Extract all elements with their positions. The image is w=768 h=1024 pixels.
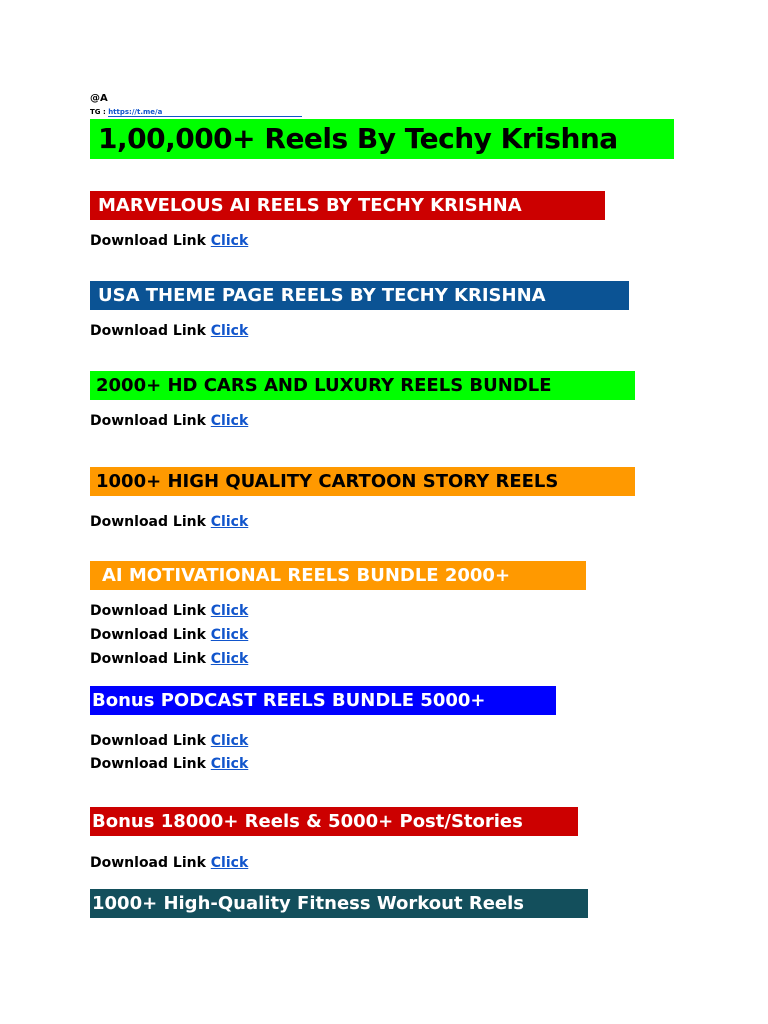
section-heading-fitness-workout: 1000+ High-Quality Fitness Workout Reels: [90, 889, 588, 918]
section-heading-cartoon-story: 1000+ HIGH QUALITY CARTOON STORY REELS: [90, 467, 635, 496]
section-heading-podcast-bonus: Bonus PODCAST REELS BUNDLE 5000+: [90, 686, 556, 715]
telegram-line: [90, 108, 302, 117]
download-label: Download Link: [90, 233, 206, 249]
download-click-link[interactable]: Click: [210, 413, 249, 429]
telegram-label: TG :: [90, 108, 109, 116]
download-click-link[interactable]: Click: [210, 627, 249, 643]
download-row: [90, 854, 248, 872]
download-label: Download Link: [90, 756, 206, 772]
download-label: Download Link: [90, 514, 206, 530]
download-row: [90, 626, 248, 644]
download-label: Download Link: [90, 627, 206, 643]
download-label: Download Link: [90, 323, 206, 339]
download-label: Download Link: [90, 855, 206, 871]
download-label: Download Link: [90, 733, 206, 749]
download-label: Download Link: [90, 603, 206, 619]
download-click-link[interactable]: Click: [210, 603, 249, 619]
download-click-link[interactable]: Click: [210, 323, 249, 339]
handle-text: @A: [90, 93, 108, 104]
section-heading-ai-motivational: AI MOTIVATIONAL REELS BUNDLE 2000+: [90, 561, 586, 590]
download-row: [90, 513, 248, 531]
telegram-link[interactable]: https://t.me/a: [108, 108, 302, 117]
download-row: [90, 322, 248, 340]
download-click-link[interactable]: Click: [210, 756, 249, 772]
page-title: 1,00,000+ Reels By Techy Krishna: [90, 119, 674, 159]
download-label: Download Link: [90, 651, 206, 667]
section-heading-bonus-reels-posts: Bonus 18000+ Reels & 5000+ Post/Stories: [90, 807, 578, 836]
download-click-link[interactable]: Click: [210, 514, 249, 530]
download-label: Download Link: [90, 413, 206, 429]
section-heading-hd-cars: 2000+ HD CARS AND LUXURY REELS BUNDLE: [90, 371, 635, 400]
download-row: [90, 602, 248, 620]
section-heading-usa-theme: USA THEME PAGE REELS BY TECHY KRISHNA: [90, 281, 629, 310]
download-row: [90, 232, 248, 250]
download-click-link[interactable]: Click: [210, 233, 249, 249]
download-click-link[interactable]: Click: [210, 733, 249, 749]
download-row: [90, 412, 248, 430]
download-click-link[interactable]: Click: [210, 651, 249, 667]
section-heading-marvelous-ai: MARVELOUS AI REELS BY TECHY KRISHNA: [90, 191, 605, 220]
download-row: [90, 755, 248, 773]
download-click-link[interactable]: Click: [210, 855, 249, 871]
download-row: [90, 732, 248, 750]
download-row: [90, 650, 248, 668]
